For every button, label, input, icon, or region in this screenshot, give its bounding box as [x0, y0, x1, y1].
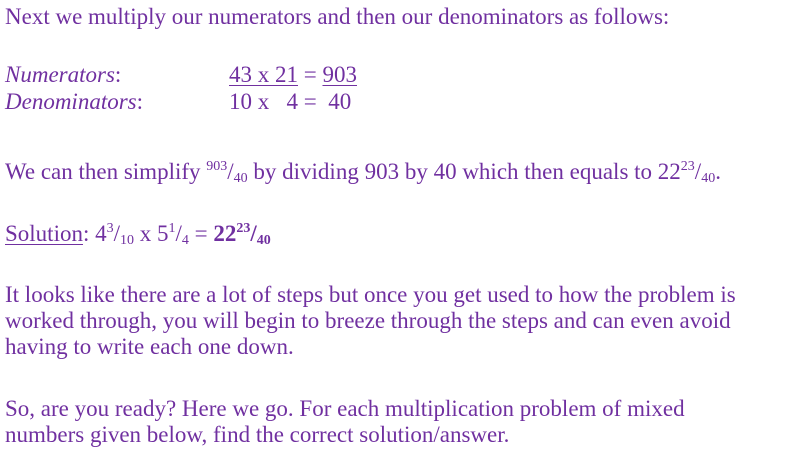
solution-label: Solution — [5, 221, 83, 246]
result-numerator: 23 — [680, 159, 695, 174]
numerators-left: 43 x 21 — [229, 62, 298, 87]
denominators-label: Denominators: — [5, 89, 144, 114]
numerators-label: Numerators: — [5, 62, 122, 87]
numerators-expression — [229, 62, 357, 88]
instructions-line: So, are you ready? Here we go. For each multiplication problem of mixed — [5, 396, 685, 421]
result-denominator: 40 — [701, 171, 716, 186]
explanation-paragraph — [5, 282, 801, 360]
numerators-result: 903 — [322, 62, 357, 87]
fraction-numerator: 903 — [206, 159, 228, 174]
solution-answer: $22^{23}/_{40}$ — [213, 221, 271, 248]
solution-line: Solution: $4^3/_{10}$ x $5^1/_4 = 22^{23}/_{40}$ — [5, 221, 271, 248]
intro-text: Next we multiply our numerators and then our denominators as follows: — [5, 4, 670, 29]
simplify-text: We can then simplify $^{903}/_{40}$ by dividing 903 by 40 which then equals to $22^{23}/_{40}$. — [5, 159, 721, 186]
explanation-line: having to write each one down. — [5, 334, 294, 359]
instructions-line: numbers given below, find the correct solution/answer. — [5, 422, 510, 447]
instructions-paragraph — [5, 396, 801, 448]
fraction-denominator: 40 — [233, 171, 248, 186]
explanation-line: worked through, you will begin to breeze through the steps and can even avoid — [5, 308, 731, 333]
numerators-equals: = — [298, 62, 323, 87]
explanation-line: It looks like there are a lot of steps but once you get used to how the problem is — [5, 282, 736, 307]
denominators-expression: 10 x 4 = 40 — [229, 89, 352, 114]
